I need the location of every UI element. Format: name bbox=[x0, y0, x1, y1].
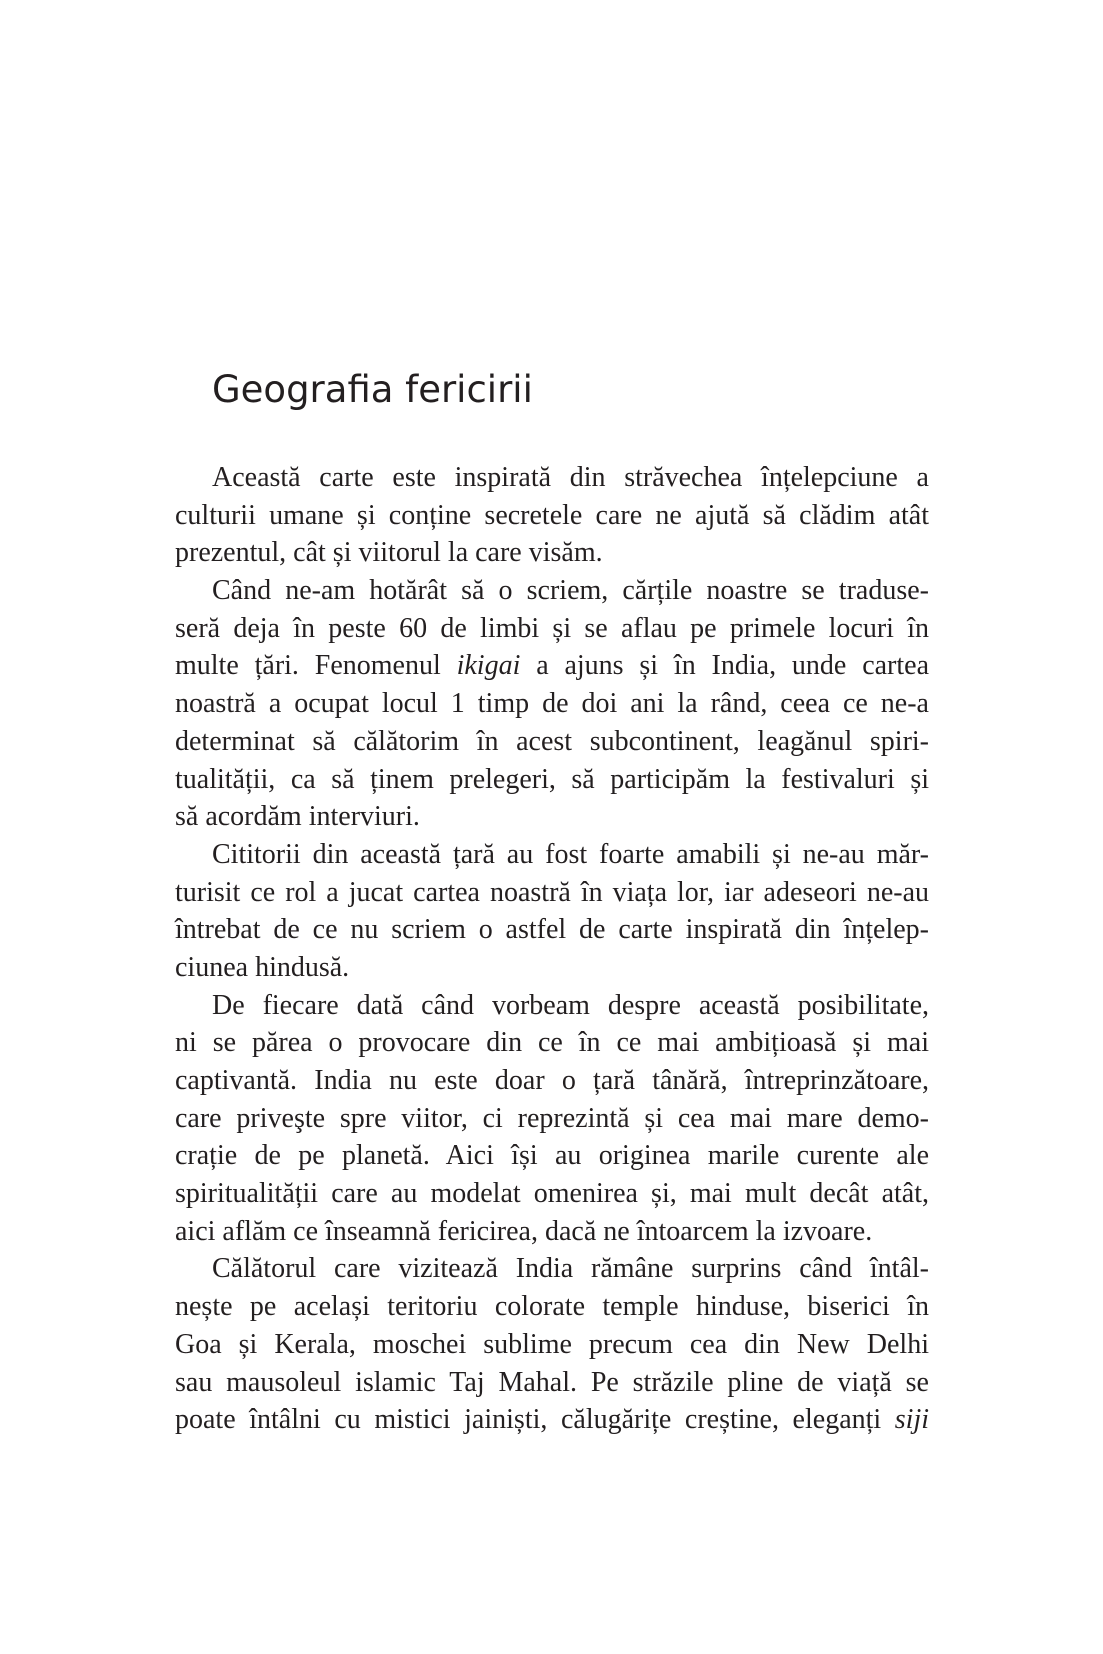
text-segment: poate întâlni cu mistici jainiști, călugărițe creștine, eleganți bbox=[175, 1404, 895, 1436]
text-line: culturii umane și conține secretele care ne ajută să clădim atât bbox=[175, 499, 929, 531]
text-line: Goa și Kerala, moschei sublime precum cea din New Delhi bbox=[175, 1328, 929, 1360]
text-line bbox=[175, 1401, 929, 1439]
text-line: care priveşte spre viitor, ci reprezintă și cea mai mare demo- bbox=[175, 1102, 929, 1134]
paragraph bbox=[175, 987, 929, 1251]
text-line: Cititorii din această țară au fost foarte amabili și ne-au măr- bbox=[212, 838, 929, 870]
text-line: aici aflăm ce înseamnă fericirea, dacă ne întoarcem la izvoare. bbox=[175, 1215, 873, 1247]
text-line: seră deja în peste 60 de limbi și se aflau pe primele locuri în bbox=[175, 612, 929, 644]
paragraph bbox=[175, 459, 929, 572]
text-line: turisit ce rol a jucat cartea noastră în viața lor, iar adeseori ne-au bbox=[175, 876, 929, 908]
text-line: tualității, ca să ținem prelegeri, să participăm la festivaluri și bbox=[175, 763, 929, 795]
text-segment: a ajuns și în India, unde cartea bbox=[520, 650, 930, 682]
text-line: prezentul, cât și viitorul la care visăm. bbox=[175, 537, 603, 569]
text-line: Călătorul care vizitează India rămâne surprins când întâl- bbox=[212, 1253, 929, 1285]
text-line bbox=[175, 647, 929, 685]
text-line: ciunea hindusă. bbox=[175, 951, 350, 983]
italic-term: siji bbox=[894, 1404, 929, 1436]
text-line: determinat să călătorim în acest subcontinent, leagănul spiri- bbox=[175, 725, 929, 757]
chapter-title: Geografia fericirii bbox=[212, 368, 533, 411]
text-line: întrebat de ce nu scriem o astfel de carte inspirată din înțelep- bbox=[175, 914, 929, 946]
text-line: Această carte este inspirată din străvechea înțelepciune a bbox=[212, 462, 929, 493]
body-text bbox=[175, 459, 929, 1439]
text-line: captivantă. India nu este doar o țară tânără, întreprinzătoare, bbox=[175, 1065, 929, 1096]
text-line: Când ne-am hotărât să o scriem, cărțile noastre se traduse- bbox=[212, 575, 929, 607]
italic-term: ikigai bbox=[456, 650, 521, 682]
paragraph bbox=[175, 572, 929, 836]
text-line: spiritualității care au modelat omenirea și, mai mult decât atât, bbox=[175, 1178, 929, 1210]
text-line: noastră a ocupat locul 1 timp de doi ani la rând, ceea ce ne-a bbox=[175, 688, 929, 720]
text-line: crație de pe planetă. Aici își au originea marile curente ale bbox=[175, 1140, 929, 1172]
text-segment: multe țări. Fenomenul bbox=[175, 650, 457, 682]
paragraph bbox=[175, 1250, 929, 1438]
text-line: De fiecare dată când vorbeam despre această posibilitate, bbox=[212, 989, 929, 1021]
text-line: nește pe același teritoriu colorate temple hinduse, biserici în bbox=[175, 1291, 929, 1323]
text-line: sau mausoleul islamic Taj Mahal. Pe străzile pline de viață se bbox=[175, 1366, 929, 1398]
text-line: să acordăm interviuri. bbox=[175, 801, 420, 833]
paragraph bbox=[175, 836, 929, 987]
text-line: ni se părea o provocare din ce în ce mai ambițioasă și mai bbox=[175, 1027, 929, 1059]
